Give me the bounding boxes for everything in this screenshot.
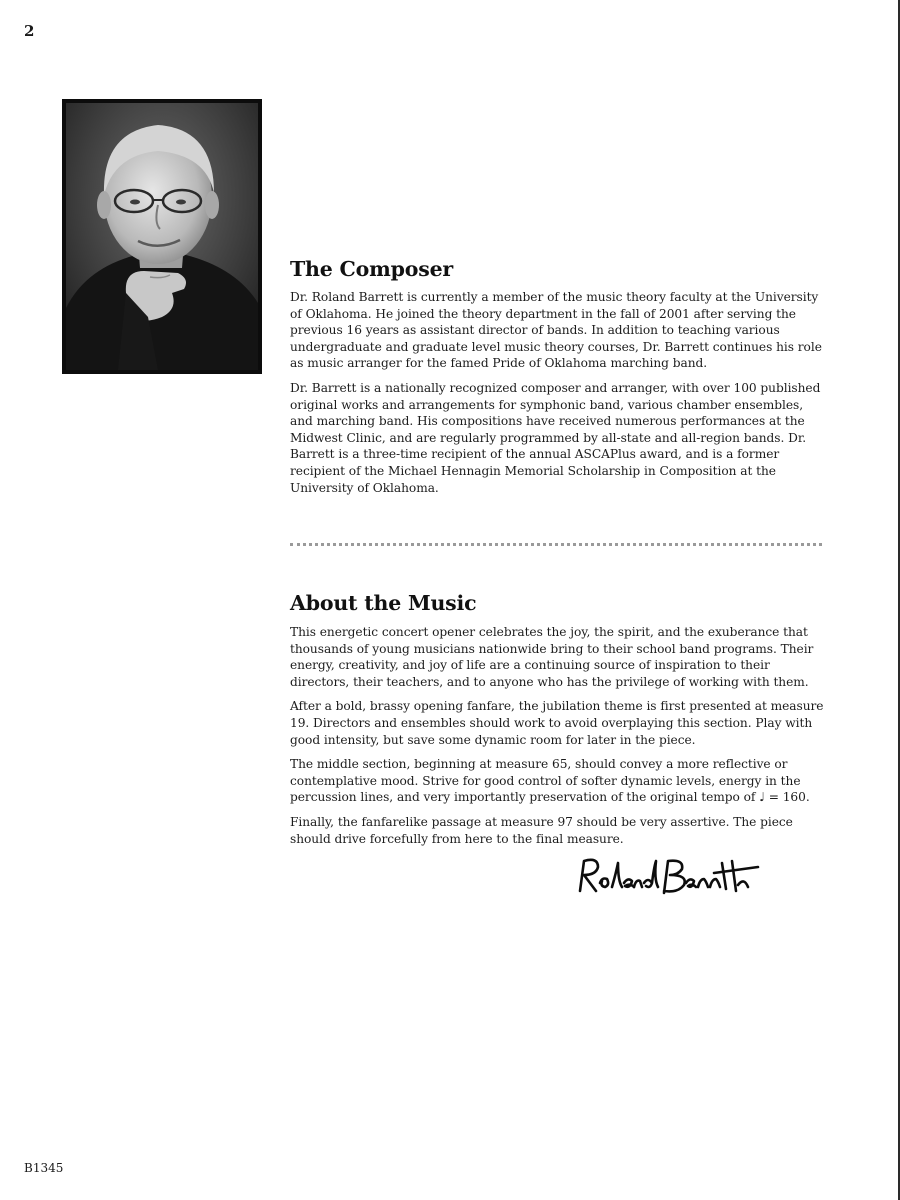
page-number: 2: [24, 22, 35, 40]
music-paragraph: After a bold, brassy opening fanfare, the jubilation theme is first presented at measure 19. Directors and ensembles should work to avoid overplaying this section. Play with good intensity, but save some dynamic room for later in the piece.: [290, 699, 824, 747]
catalog-code: B1345: [24, 1161, 64, 1175]
section-divider: [290, 543, 822, 546]
music-heading: About the Music: [290, 591, 477, 615]
music-description: [290, 624, 825, 855]
composer-paragraph: Dr. Roland Barrett is currently a member of the music theory faculty at the University of Oklahoma. He joined the theory department in the fall of 2001 after serving the previous 16 years as assistant director of bands. In addition to teaching various undergraduate and graduate level music theory courses, Dr. Barrett continues his role as music arranger for the famed Pride of Oklahoma marching band.: [290, 290, 822, 371]
music-paragraph: Finally, the fanfarelike passage at measure 97 should be very assertive. The piece should drive forcefully from here to the final measure.: [290, 814, 793, 846]
composer-signature: [572, 853, 762, 901]
composer-heading: The Composer: [290, 257, 454, 281]
composer-biography: [290, 289, 825, 504]
composer-photo: [62, 99, 262, 374]
music-paragraph: This energetic concert opener celebrates the joy, the spirit, and the exuberance that thousands of young musicians nationwide bring to their school band programs. Their energy, creativity, and joy of life are a continuing source of inspiration to their directors, their teachers, and to anyone who has the privilege of working with them.: [290, 625, 814, 689]
music-paragraph: The middle section, beginning at measure 65, should convey a more reflective or contemplative mood. Strive for good control of softer dynamic levels, energy in the percussion lines, and very importantly preservation of the original tempo of ♩ = 160.: [290, 757, 810, 805]
composer-paragraph: Dr. Barrett is a nationally recognized composer and arranger, with over 100 published original works and arrangements for symphonic band, various chamber ensembles, and marching band. His compositions have received numerous performances at the Midwest Clinic, and are regularly programmed by all-state and all-region bands. Dr. Barrett is a three-time recipient of the annual ASCAPlus award, and is a former recipient of the Michael Hennagin Memorial Scholarship in Composition at the University of Oklahoma.: [290, 380, 821, 495]
